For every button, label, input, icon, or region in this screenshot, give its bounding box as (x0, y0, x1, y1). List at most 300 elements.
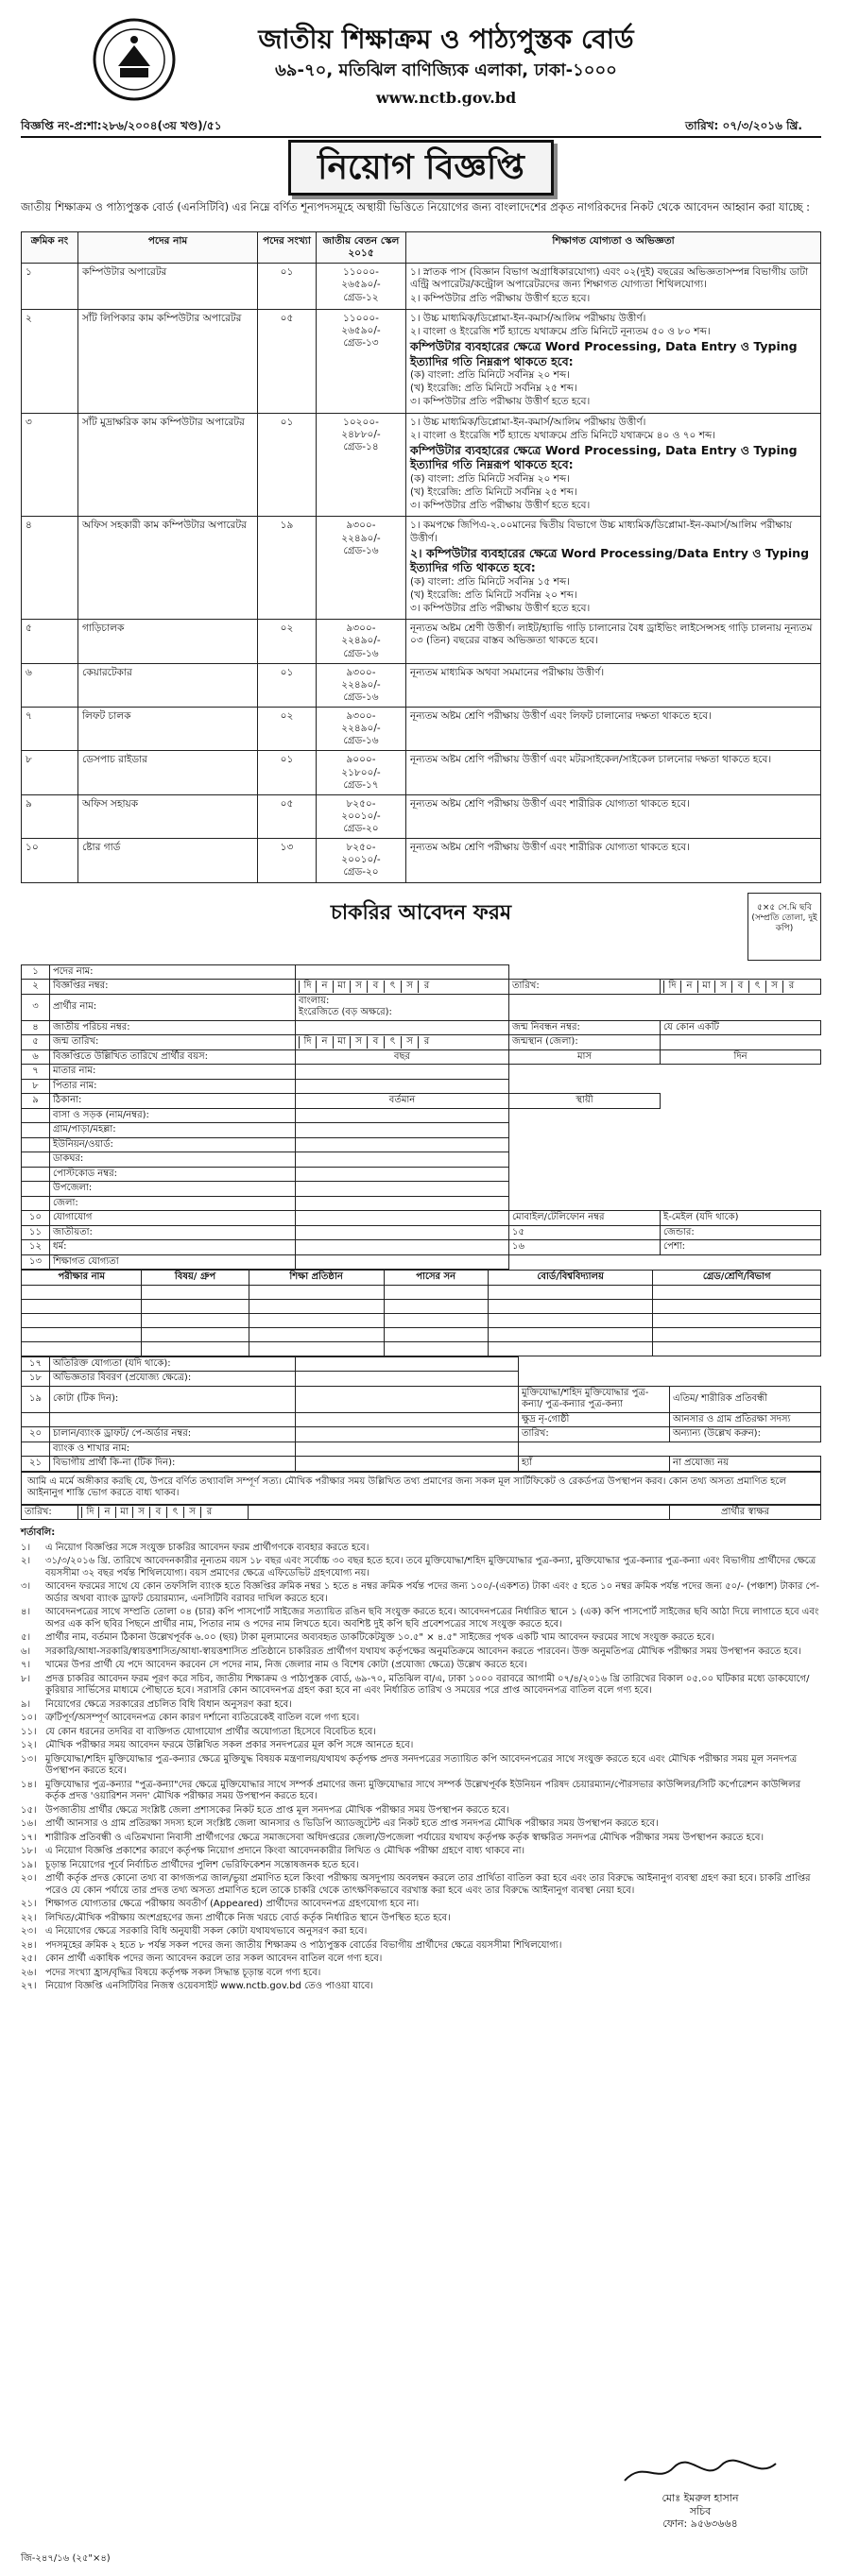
term-text: প্রার্থীর নাম, বর্তমান ঠিকানা উল্লেখপূর্বক ৬.০০ (ছয়) টাকা মূল্যমানের অব্যবহৃত ডাকটিকেটযুক্ত ১০.৫" × ৪.৫" সাইজের পৃথক একটি খাম আবেদন ফরমের সাথে সংযুক্ত করতে হবে। (45, 1632, 714, 1643)
form-row (22, 1049, 821, 1065)
form-input-field[interactable] (296, 1020, 509, 1035)
form-input-field[interactable] (296, 1079, 509, 1094)
term-number: ২০। (21, 1873, 37, 1884)
scale-line: গ্রেড-১৪ (343, 440, 379, 452)
date-box[interactable]: মা (697, 981, 714, 993)
form-input-field[interactable] (296, 1211, 509, 1226)
term-item (21, 1926, 821, 1938)
sig-date-label: তারিখ: (22, 1505, 78, 1520)
education-cell[interactable] (22, 1285, 142, 1299)
form-input-field[interactable] (296, 1167, 509, 1182)
education-cell[interactable] (384, 1327, 488, 1341)
term-item (21, 1740, 821, 1752)
form-row (22, 994, 821, 1020)
form-row-number: ১৮ (22, 1372, 50, 1387)
form-input-field[interactable] (296, 1240, 509, 1255)
form-row-label: মাতার নাম: (50, 1065, 296, 1080)
education-cell[interactable] (22, 1313, 142, 1327)
form-row (22, 1356, 821, 1372)
form-row-number: ৭ (22, 1065, 50, 1080)
form-row-label: চালান/ব্যাংক ড্রাফট/ পে-অর্ডার নম্বর: (50, 1427, 296, 1442)
form-row-extra: তারিখ: (519, 1427, 670, 1442)
footer-reference: জি-২৪৭/১৬ (২৫"×৪) (21, 2552, 111, 2564)
requirement-line: (খ) ইংরেজি: প্রতি মিনিটে সর্বনিম্ন ২৫ শব্দ। (410, 383, 577, 395)
term-number: ১। (21, 1542, 31, 1553)
date-box[interactable]: স (132, 1507, 149, 1519)
education-cell[interactable] (653, 1285, 821, 1299)
term-item (21, 1953, 821, 1966)
form-row-label: বিজ্ঞপ্তির নম্বর: (50, 980, 296, 995)
form-input-field[interactable] (296, 1182, 509, 1197)
education-cell[interactable] (142, 1285, 249, 1299)
form-input-field[interactable] (296, 1108, 509, 1123)
education-cell[interactable] (653, 1299, 821, 1313)
term-item (21, 1860, 821, 1872)
vacancy-count: ০৫ (258, 309, 317, 413)
signatory-phone: ফোন: ৯৫৬৩৬৬৪ (662, 2517, 738, 2531)
education-cell[interactable] (488, 1285, 653, 1299)
requirement-line: নূন্যতম অষ্টম শ্রেণি পরীক্ষায় উত্তীর্ণ এবং শারীরিক যোগ্যতা থাকতে হবে। (410, 797, 690, 810)
education-cell[interactable] (249, 1327, 384, 1341)
date-box[interactable]: স (401, 1036, 418, 1049)
scale-line: ৮২৫০- (346, 842, 376, 854)
form-input-field[interactable] (296, 1442, 519, 1457)
form-row-label: পিতার নাম: (50, 1079, 296, 1094)
vacancy-scale (317, 751, 406, 794)
form-row-label: গ্রাম/পাড়া/মহল্লা: (50, 1123, 296, 1138)
term-text: শারীরিক প্রতিবন্ধী ও এতিমখানা নিবাসী প্রার্থীগণের ক্ষেত্রে সমাজসেবা অধিদপ্তরের জেলা/উপজেলা পর্যায়ের যথাযথ কর্তৃপক্ষ কর্তৃক স্বাক্ষরিত সনদপত্র মৌখিক পরীক্ষার সময় উপস্থাপন করতে হবে। (45, 1832, 765, 1843)
date-box[interactable]: ব (731, 981, 748, 993)
vacancy-serial: ২ (22, 309, 78, 413)
signatory-name: মোঃ ইমরুল হাসান (662, 2491, 739, 2504)
form-row-extra: জন্মস্থান (জেলা): (509, 1035, 661, 1050)
education-cell[interactable] (142, 1327, 249, 1341)
vacancy-count: ০২ (258, 708, 317, 751)
form-input-field[interactable] (296, 1372, 519, 1387)
education-cell[interactable] (488, 1299, 653, 1313)
requirement-line: (ক) বাংলা: প্রতি মিনিটে সর্বনিম্ন ২০ শব্দ। (410, 473, 570, 485)
education-cell[interactable] (384, 1313, 488, 1327)
form-row-label: বাসা ও সড়ক (নাম/নম্বর): (50, 1108, 296, 1123)
term-number: ১৬। (21, 1818, 37, 1829)
education-cell[interactable] (249, 1299, 384, 1313)
date-box[interactable]: মা (333, 981, 350, 993)
date-box[interactable]: ৎ (166, 1507, 183, 1519)
education-col-header: বোর্ড/বিশ্ববিদ্যালয় (488, 1271, 653, 1286)
applicant-signature-label: প্রার্থীর স্বাক্ষর (670, 1505, 821, 1520)
form-input-field[interactable] (296, 1386, 519, 1412)
date-box[interactable]: মা (333, 1036, 350, 1049)
form-row-number: ৯ (22, 1094, 50, 1109)
form-row (22, 1442, 821, 1457)
term-number: ৮। (21, 1673, 31, 1684)
form-row (22, 1020, 821, 1035)
term-number: ৯। (21, 1698, 31, 1710)
scale-line: গ্রেড-২০ (343, 823, 379, 834)
form-input-field[interactable] (296, 1254, 509, 1270)
term-text: ৩১/৩/২০১৬ খ্রি. তারিখে আবেদনকারীর নূন্যতম বয়স ১৮ বছর এবং সর্বোচ্চ ৩০ বছর হতে হবে। তবে মুক্তিযোদ্ধা/শহিদ মুক্তিযোদ্ধার পুত্র-কন্যা, মুক্তিযোদ্ধার পুত্র-কন্যার পুত্র-কন্যা এবং বিভাগীয় প্রার্থীদের ক্ষেত্রে বয়সসীমা ৩২ বছর পর্যন্ত শিথিলযোগ্য। বয়স প্রমাণের ক্ষেত্রে এফিডেভিট গ্রহণযোগ্য নয়। (45, 1556, 816, 1578)
term-text: উপজাতীয় প্রার্থীর ক্ষেত্রে সংশ্লিষ্ট জেলা প্রশাসকের নিকট হতে প্রাপ্ত মূল সনদপত্র মৌখিক পরীক্ষার সময় উপস্থাপন করতে হবে। (45, 1804, 509, 1816)
education-cell[interactable] (142, 1313, 249, 1327)
vacancy-serial: ৮ (22, 751, 78, 794)
vacancy-scale (317, 309, 406, 413)
form-input-field[interactable] (296, 1152, 509, 1168)
education-cell[interactable] (249, 1285, 384, 1299)
education-col-header: বিষয়/ গ্রুপ (142, 1271, 249, 1286)
term-number: ২১। (21, 1899, 37, 1909)
form-row-right: জেন্ডার: (661, 1225, 821, 1240)
form-row-right: অন্যান্য (উল্লেখ করুন): (670, 1427, 821, 1442)
form-row-label: বিজ্ঞপ্তিতে উল্লিখিত তারিখে প্রার্থীর বয়স: (50, 1049, 296, 1065)
form-row (22, 1386, 821, 1412)
requirement-line: ৩। কম্পিউটার প্রতি পরীক্ষায় উত্তীর্ণ হতে হবে। (410, 603, 591, 615)
education-col-header: গ্রেড/শ্রেণি/বিভাগ (653, 1271, 821, 1286)
education-col-header: পাসের সন (384, 1271, 488, 1286)
requirement-line: কম্পিউটার ব্যবহারের ক্ষেত্রে Word Processing, Data Entry ও Typing ইত্যাদির গতি নিম্নরূপ থাকতে হবে: (410, 442, 798, 472)
education-col-header: শিক্ষা প্রতিষ্ঠান (249, 1271, 384, 1286)
education-row (22, 1285, 821, 1299)
term-item (21, 1713, 821, 1725)
term-item (21, 1981, 821, 1993)
form-input-field[interactable] (296, 1412, 519, 1427)
scale-line: গ্রেড-১৬ (343, 544, 379, 556)
term-text: নিয়োগের ক্ষেত্রে সরকারের প্রচলিত বিধি বিধান অনুসরণ করা হবে। (45, 1698, 292, 1710)
education-cell[interactable] (22, 1341, 142, 1356)
term-item (21, 1899, 821, 1911)
term-text: সরকারি/আধা-সরকারি/স্বায়ত্তশাসিত/আধা-স্বায়ত্তশাসিত প্রতিষ্ঠানে চাকরিরত প্রার্থীগণ যথাযথ কর্তৃপক্ষের অনুমতিক্রমে আবেদন করতে পারবেন। উক্ত অনুমতিপত্র মৌখিক পরীক্ষার সময় উপস্থাপন করতে হবে। (45, 1646, 801, 1657)
vacancy-count: ১৯ (258, 517, 317, 620)
vacancy-count: ১৩ (258, 839, 317, 882)
vacancy-scale (317, 663, 406, 707)
term-item (21, 1940, 821, 1953)
vacancy-requirements (406, 264, 821, 309)
vacancy-post: গাড়িচালক (78, 620, 258, 663)
education-cell[interactable] (384, 1341, 488, 1356)
vacancy-count: ০১ (258, 663, 317, 707)
term-item (21, 1833, 821, 1845)
form-row-right: এতিম/ শারীরিক প্রতিবন্ধী (670, 1386, 821, 1412)
date-box[interactable]: স (714, 981, 731, 993)
nctb-logo-icon (92, 17, 177, 102)
vacancy-post: অফিস সহকারী কাম কম্পিউটার অপারেটর (78, 517, 258, 620)
form-row (22, 1225, 821, 1240)
form-row-number: ১ (22, 964, 50, 980)
requirement-line: নূন্যতম মাধ্যমিক অথবা সমমানের পরীক্ষায় উত্তীর্ণ। (410, 666, 605, 678)
form-row-number (22, 1108, 50, 1123)
form-row-label: পোস্টকোড নম্বর: (50, 1167, 296, 1182)
education-cell[interactable] (142, 1299, 249, 1313)
date-box[interactable]: স (401, 981, 418, 993)
vacancy-row (22, 839, 821, 882)
term-text: কোন প্রার্থী একাধিক পদের জন্য আবেদন করলে তার সকল আবেদন বাতিল বলে গণ্য হবে। (45, 1953, 383, 1964)
form-input-field[interactable] (296, 1035, 509, 1050)
form-row-label: পদের নাম: (50, 964, 296, 980)
date-box[interactable]: র (418, 1036, 435, 1049)
education-cell[interactable] (653, 1341, 821, 1356)
form-row-right: না প্রযোজ্য নয় (670, 1457, 821, 1472)
form-row (22, 1094, 821, 1109)
education-row (22, 1299, 821, 1313)
form-row-number: ৮ (22, 1079, 50, 1094)
education-cell[interactable] (22, 1299, 142, 1313)
term-number: ৪। (21, 1607, 31, 1617)
vacancy-count: ০১ (258, 264, 317, 309)
form-row-number: ১১ (22, 1225, 50, 1240)
form-input-field[interactable] (296, 1123, 509, 1138)
term-text: প্রদত্ত চাকরির আবেদন ফরম পূরণ করে সচিব, জাতীয় শিক্ষাক্রম ও পাঠ্যপুস্তক বোর্ড, ৬৯-৭০, মতিঝিল বা/এ, ঢাকা ১০০০ বরাবরে আগামী ০৭/৪/২০১৬ খ্রি তারিখের বিকাল ০৫.০০ ঘটিকার মধ্যে ডাকযোগে/কুরিয়ার সার্ভিসের মাধ্যমে পৌছাতে হবে। সরাসরি কোন আবেদনপত্র গ্রহণ করা হবে না এবং নির্ধারিত তারিখ ও সময়ের পরে প্রাপ্ত আবেদনপত্র বাতিল বলে গণ্য হবে। (45, 1673, 810, 1696)
form-input-field[interactable] (296, 1427, 519, 1442)
form-col-label: বছর (296, 1049, 509, 1065)
vacancy-row (22, 708, 821, 751)
requirement-line: ১। উচ্চ মাধ্যমিক/ডিপ্লোমা-ইন-কমার্স/আলিম পরীক্ষায় উত্তীর্ণ। (410, 416, 646, 428)
form-row-number: ১৩ (22, 1254, 50, 1270)
form-input-field[interactable] (296, 1457, 519, 1472)
form-row-label: জাতীয়তা: (50, 1225, 296, 1240)
form-row-sublabel2: জন্ম নিবন্ধন নম্বর: (509, 1020, 661, 1035)
term-item (21, 1674, 821, 1697)
form-row-label: ডাকঘর: (50, 1152, 296, 1168)
term-item (21, 1913, 821, 1925)
vacancy-scale (317, 517, 406, 620)
form-row-number (22, 1152, 50, 1168)
scale-line: ৯৩০০- (346, 710, 376, 722)
form-row (22, 1196, 821, 1211)
vacancy-serial: ৫ (22, 620, 78, 663)
scale-line: ২৬৫৯০/- (341, 324, 381, 336)
term-item (21, 1754, 821, 1778)
date-box[interactable]: ন (316, 1036, 333, 1049)
form-row-number (22, 1137, 50, 1152)
form-input-field[interactable] (296, 1137, 509, 1152)
date-box[interactable]: র (200, 1507, 217, 1519)
scale-line: ২৪৮৮০/- (341, 428, 381, 440)
education-row (22, 1341, 821, 1356)
requirement-line: (খ) ইংরেজি: প্রতি মিনিটে সর্বনিম্ন ২৫ শব্দ। (410, 486, 577, 499)
requirement-line: ১। কমপক্ষে জিপিএ-২.০০মানের দ্বিতীয় বিভাগে উচ্চ মাধ্যমিক/ডিপ্লোমা-ইন-কমার্স/আলিম পরীক্ষায় উত্তীর্ণ। (410, 520, 793, 544)
vacancy-requirements (406, 794, 821, 838)
vacancy-scale (317, 839, 406, 882)
scale-line: ২২৪৯০/- (341, 723, 381, 735)
form-row-label: প্রার্থীর নাম: (50, 994, 296, 1020)
term-text: মুক্তিযোদ্ধা/শহিদ মুক্তিযোদ্ধার পুত্র-কন্যার ক্ষেত্রে মুক্তিযুদ্ধ বিষয়ক মন্ত্রণালয়/যথাযথ কর্তৃপক্ষ প্রদত্ত সনদপত্রের সত্যায়িত কপি আবেদনপত্রের সাথে সংযুক্ত করতে হবে এবং মৌখিক পরীক্ষার সময় মূল সনদপত্র উপস্থাপন করতে হবে। (45, 1753, 798, 1776)
requirement-line: নূন্যতম অষ্টম শ্রেণি পরীক্ষায় উত্তীর্ণ এবং শারীরিক যোগ্যতা থাকতে হবে। (410, 842, 690, 854)
education-cell[interactable] (384, 1299, 488, 1313)
signatory-designation: সচিব (689, 2504, 712, 2517)
date-box[interactable]: ব (367, 1036, 384, 1049)
term-text: এ নিয়োগ বিজ্ঞপ্তির সঙ্গে সংযুক্ত চাকরির আবেদন ফরম প্রার্থীগণকে ব্যবহার করতে হবে। (45, 1542, 369, 1553)
vacancy-requirements (406, 309, 821, 413)
form-row (22, 964, 821, 980)
term-text: প্রার্থী কর্তৃক প্রদত্ত কোনো তথ্য বা কাগজপত্র জাল/ভুয়া প্রমাণিত হলে কিংবা পরীক্ষায় অসদুপায় অবলম্বন করলে তার প্রার্থিতা বাতিল করা হবে এবং তার বিরুদ্ধে আইনানুগ ব্যবস্থা গ্রহণ করা হবে। চাকরি প্রাপ্তির পরেও যে কোন পর্যায়ে তার প্রদত্ত তথ্য অসত্য প্রমাণিত হলে তাকে চাকরি থেকে তাৎক্ষণিকভাবে বরখাস্ত করা হবে এবং তার বিরুদ্ধে আইনানুগ ব্যবস্থা নেয়া হবে। (45, 1873, 811, 1896)
scale-line: ৯৩০০- (346, 666, 376, 678)
date-box[interactable]: র (418, 981, 435, 993)
form-col-label: বর্তমান (296, 1094, 509, 1109)
requirement-line: ১। স্নাতক পাস (বিজ্ঞান বিভাগ অগ্রাধিকারযোগ্য) এবং ০২(দুই) বছরের অভিজ্ঞতাসম্পন্ন বিভাগীয় ডাটা এন্ট্রি অপারেটর/কন্ট্রোল অপারেটরদের জন্য শিক্ষাগত যোগ্যতা শিথিলযোগ্য। (410, 266, 809, 291)
education-cell[interactable] (249, 1313, 384, 1327)
form-input-field[interactable] (296, 980, 509, 995)
date-box[interactable]: মা (115, 1507, 132, 1519)
date-box[interactable]: ব (367, 981, 384, 993)
date-box[interactable]: দি (663, 981, 680, 993)
education-table (21, 1270, 821, 1356)
form-col-label: মাস (509, 1049, 661, 1065)
term-item (21, 1607, 821, 1630)
sig-date-boxes (78, 1505, 249, 1520)
form-row-number (22, 1442, 50, 1457)
vacancy-row (22, 620, 821, 663)
signature-scribble-icon (615, 2456, 785, 2488)
col-post: পদের নাম (78, 232, 258, 264)
form-row-extra: ১৬ (509, 1240, 661, 1255)
form-row (22, 1182, 821, 1197)
date-box[interactable]: র (782, 981, 799, 993)
form-row-label: জন্ম তারিখ: (50, 1035, 296, 1050)
terms-list (21, 1543, 821, 1993)
vacancy-requirements (406, 751, 821, 794)
memo-date: তারিখ: ০৭/৩/২০১৬ খ্রি. (685, 119, 802, 132)
date-box[interactable]: ৎ (384, 1036, 401, 1049)
term-number: ১১। (21, 1726, 37, 1737)
form-input-field[interactable] (296, 1356, 519, 1372)
scale-line: ৯০০০- (346, 754, 376, 766)
requirement-line: নূন্যতম অষ্টম শ্রেণি পরীক্ষায় উত্তীর্ণ এবং মটরসাইকেল/সাইকেল চালনোর দক্ষতা থাকতে হবে। (410, 754, 772, 766)
form-input-field[interactable] (296, 1196, 509, 1211)
form-row-extra: হ্যাঁ (519, 1457, 670, 1472)
vacancy-row (22, 751, 821, 794)
date-box[interactable]: ন (316, 981, 333, 993)
form-row (22, 1065, 821, 1080)
education-cell[interactable] (22, 1327, 142, 1341)
scale-line: গ্রেড-১২ (343, 291, 379, 303)
form-date-field[interactable] (661, 980, 821, 995)
form-row-number: ১২ (22, 1240, 50, 1255)
date-box[interactable]: দি (81, 1507, 98, 1519)
education-cell[interactable] (384, 1285, 488, 1299)
form-row-number: ২০ (22, 1427, 50, 1442)
date-box[interactable]: স (350, 981, 367, 993)
education-cell[interactable] (653, 1313, 821, 1327)
terms-title: শর্তাবলি: (21, 1527, 56, 1538)
vacancy-serial: ৯ (22, 794, 78, 838)
scale-line: ২২৪৯০/- (341, 678, 381, 691)
requirement-line: ১। উচ্চ মাধ্যমিক/ডিপ্লোমা-ইন-কমার্স/আলিম পরীক্ষায় উত্তীর্ণ। (410, 312, 646, 324)
term-number: ২২। (21, 1912, 37, 1923)
form-row-label: জেলা: (50, 1196, 296, 1211)
vacancy-requirements (406, 413, 821, 517)
term-item (21, 1727, 821, 1739)
education-cell[interactable] (488, 1341, 653, 1356)
form-col-label: দিন (661, 1049, 821, 1065)
education-cell[interactable] (142, 1341, 249, 1356)
application-form-table-continued (21, 1356, 821, 1472)
term-item (21, 1646, 821, 1659)
form-row-label: বিভাগীয় প্রার্থী কি-না (টিক দিন): (50, 1457, 296, 1472)
date-box[interactable]: দি (299, 1036, 316, 1049)
form-input-field[interactable] (296, 1065, 509, 1080)
term-item (21, 1846, 821, 1858)
date-box[interactable]: দি (299, 981, 316, 993)
vacancy-requirements (406, 708, 821, 751)
vacancy-row (22, 413, 821, 517)
vacancy-post: ষ্টোর গার্ড (78, 839, 258, 882)
letterhead (21, 17, 821, 130)
recruitment-banner: নিয়োগ বিজ্ঞপ্তি (288, 140, 554, 196)
term-number: ১৮। (21, 1846, 37, 1856)
date-box[interactable]: ন (98, 1507, 115, 1519)
date-box[interactable]: স (183, 1507, 200, 1519)
form-row (22, 1137, 821, 1152)
term-number: ২৬। (21, 1967, 37, 1978)
scale-line: গ্রেড-১৬ (343, 647, 379, 659)
form-row-number: ৫ (22, 1035, 50, 1050)
date-box[interactable]: ন (680, 981, 697, 993)
scale-line: ২৬৫৯০/- (341, 279, 381, 291)
form-row-number (22, 1182, 50, 1197)
form-row-number (22, 1412, 50, 1427)
form-row-sublabels (296, 994, 509, 1020)
term-item (21, 1968, 821, 1980)
vacancy-scale (317, 794, 406, 838)
term-text: পদসমূহের ক্রমিক ২ হতে ৮ পর্যন্ত সকল পদের জন্য জাতীয় শিক্ষাক্রম ও পাঠ্যপুস্তক বোর্ডের বিভাগীয় প্রার্থীদের ক্ষেত্রে বয়সসীমা শিথিলযোগ্য। (45, 1939, 562, 1951)
requirement-line: (ক) বাংলা: প্রতি মিনিটে সর্বনিম্ন ১৫ শব্দ। (410, 575, 570, 588)
education-cell[interactable] (488, 1313, 653, 1327)
education-row (22, 1313, 821, 1327)
requirement-line: নূন্যতম অষ্টম শ্রেণী উত্তীর্ণ। লাইট/হ্যাভি গাড়ি চালানোর বৈধ ড্রাইভিং লাইসেন্সসহ গাড়ি চালনায় নূন্যতম ০৩ (তিন) বছরের বাস্তব অভিজ্ঞতা থাকতে হবে। (410, 623, 813, 647)
requirement-line: (খ) ইংরেজি: প্রতি মিনিটে সর্বনিম্ন ২০ শব্দ। (410, 589, 577, 601)
application-form-table (21, 964, 821, 1271)
term-item (21, 1556, 821, 1579)
form-input-field[interactable] (296, 1225, 509, 1240)
vacancy-post: কম্পিউটার অপারেটর (78, 264, 258, 309)
form-row-number: ১৯ (22, 1386, 50, 1412)
vacancy-count: ০২ (258, 620, 317, 663)
education-cell[interactable] (488, 1327, 653, 1341)
education-cell[interactable] (653, 1327, 821, 1341)
date-box[interactable]: ব (149, 1507, 166, 1519)
date-box[interactable]: ৎ (384, 981, 401, 993)
term-number: ২৭। (21, 1981, 37, 1991)
date-box[interactable]: স (765, 981, 782, 993)
term-number: ১৪। (21, 1779, 37, 1790)
form-row (22, 1211, 821, 1226)
scale-line: গ্রেড-১৭ (343, 778, 379, 791)
term-number: ২৫। (21, 1953, 37, 1964)
form-row-label: অতিরিক্ত যোগ্যতা (যদি থাকে): (50, 1356, 296, 1372)
signatory-block (596, 2456, 804, 2531)
vacancy-serial: ৬ (22, 663, 78, 707)
education-cell[interactable] (249, 1341, 384, 1356)
form-row-number: ৩ (22, 994, 50, 1020)
term-item (21, 1873, 821, 1897)
scale-line: ২২৪৯০/- (341, 532, 381, 544)
date-box[interactable]: স (350, 1036, 367, 1049)
scale-line: ৯৩০০- (346, 623, 376, 635)
date-box[interactable]: ৎ (748, 981, 765, 993)
term-number: ২৪। (21, 1939, 37, 1951)
vacancy-post: সাঁট লিপিকার কাম কম্পিউটার অপারেটর (78, 309, 258, 413)
form-row (22, 1035, 821, 1050)
form-row-number (22, 1196, 50, 1211)
form-row-label: ধর্ম: (50, 1240, 296, 1255)
scale-line: ১১০০০- (343, 266, 379, 279)
photo-box: ৫×৫ সে.মি ছবি (সম্প্রতি তোলা, দুই কপি) (747, 893, 821, 961)
term-number: ১৯। (21, 1859, 37, 1870)
form-input-field[interactable] (296, 964, 509, 980)
term-item (21, 1699, 821, 1712)
term-item (21, 1543, 821, 1555)
memo-number: বিজ্ঞপ্তি নং-প্র:শা:২৮৬/২০০৪(৩য় খণ্ড)/৫১ (21, 119, 222, 132)
form-row (22, 1427, 821, 1442)
